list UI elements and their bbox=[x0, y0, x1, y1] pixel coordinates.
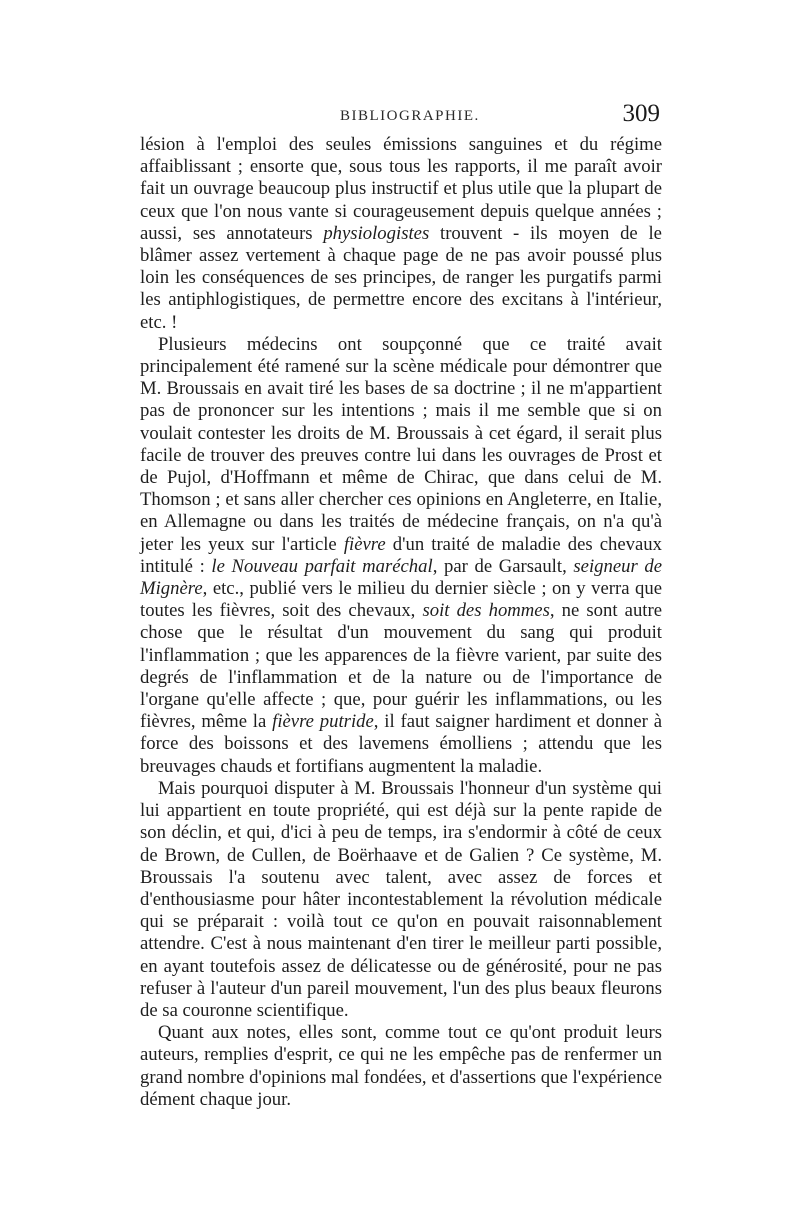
paragraph bbox=[140, 134, 662, 334]
paragraph bbox=[140, 334, 662, 778]
text-run: d'un traité de maladie des chevaux intitulé : bbox=[140, 533, 662, 577]
italic-term: fièvre putride bbox=[272, 711, 374, 733]
text-run: Quant aux notes, elles sont, comme tout ce qu'ont produit leurs auteurs, remplies d'esprit, ce qui ne les empêche pas de renfermer un grand nombre d'opinions mal fondées, et d'assertions que l'expérience dément chaque jour. bbox=[140, 1022, 662, 1110]
italic-term: seigneur de Mignère bbox=[140, 555, 663, 600]
text-run: Mais pourquoi disputer à M. Broussais l'honneur d'un système qui lui appartient en toute propriété, qui est déjà sur la pente rapide de son déclin, et qui, d'ici à peu de temps, ira s'endormir à côté de ceux de Brown, de Cullen, de Boërhaave et de Galien ? Ce système, M. Broussais l'a soutenu avec talent, avec assez de forces et d'enthousiasme pour hâter incontestablement la révolution médicale qui se préparait : voilà tout ce qu'on en pouvait raisonnablement attendre. C'est à nous maintenant d'en tirer le meilleur parti possible, en ayant toutefois assez de délicatesse ou de générosité, pour ne pas refuser à l'auteur d'un pareil mouvement, l'un des plus beaux fleurons de sa couronne scientifique. bbox=[140, 777, 662, 1021]
page-header bbox=[140, 100, 660, 134]
body-text bbox=[140, 134, 662, 1111]
italic-title: le Nouveau parfait maréchal bbox=[211, 555, 433, 577]
italic-term: physiologistes bbox=[323, 222, 430, 244]
paragraph bbox=[140, 778, 662, 1022]
text-run: trouvent - ils moyen de le blâmer assez vertement à chaque page de ne pas avoir poussé plus loin les conséquences de ses principes, de ranger les purgatifs parmi les antiphlogistiques, de permettre encore des excitans à l'intérieur, etc. ! bbox=[140, 222, 662, 333]
text-run: , ne sont autre chose que le résultat d'un mouvement du sang qui produit l'inflammation ; que les apparences de la fièvre varient, par suite des degrés de l'inflammation et de la nature ou de l'importance de l'organe qu'elle affecte ; que, pour guérir les inflammations, ou les fièvres, même la bbox=[140, 600, 662, 733]
page-number: 309 bbox=[622, 100, 660, 127]
text-run: , etc., publié vers le milieu du dernier siècle ; on y verra que toutes les fièvres, soit des chevaux, bbox=[140, 578, 662, 622]
italic-term: fièvre bbox=[343, 533, 386, 555]
paragraph bbox=[140, 1022, 662, 1111]
text-run: lésion à l'emploi des seules émissions sanguines et du régime affaiblissant ; ensorte que, sous tous les rapports, il me paraît avoir fait un ouvrage beaucoup plus instructif et plus utile que la plupart de ceux que l'on nous vante si courageusement depuis quelque années ; aussi, ses annotateurs bbox=[140, 134, 662, 244]
running-head: BIBLIOGRAPHIE. bbox=[340, 108, 480, 124]
text-run: Plusieurs médecins ont soupçonné que ce traité avait principalement été ramené sur la scène médicale pour démontrer que M. Broussais en avait tiré les bases de sa doctrine ; il ne m'appartient pas de prononcer sur les intentions ; mais il me semble que si on voulait contester les droits de M. Broussais à cet égard, il serait plus facile de trouver des preuves contre lui dans les ouvrages de Prost et de Pujol, d'Hoffmann et même de Chirac, que dans celui de M. Thomson ; et sans aller chercher ces opinions en Angleterre, en Italie, en Allemagne ou dans les traités de médecine français, on n'a qu'à jeter les yeux sur l'article bbox=[140, 333, 662, 555]
text-run: , par de Garsault, bbox=[432, 555, 574, 577]
text-run: , il faut saigner hardiment et donner à force des boissons et des lavemens émolliens ; attendu que les breuvages chauds et fortifians augmentent la maladie. bbox=[140, 711, 663, 777]
italic-term: soit des hommes bbox=[422, 600, 550, 622]
